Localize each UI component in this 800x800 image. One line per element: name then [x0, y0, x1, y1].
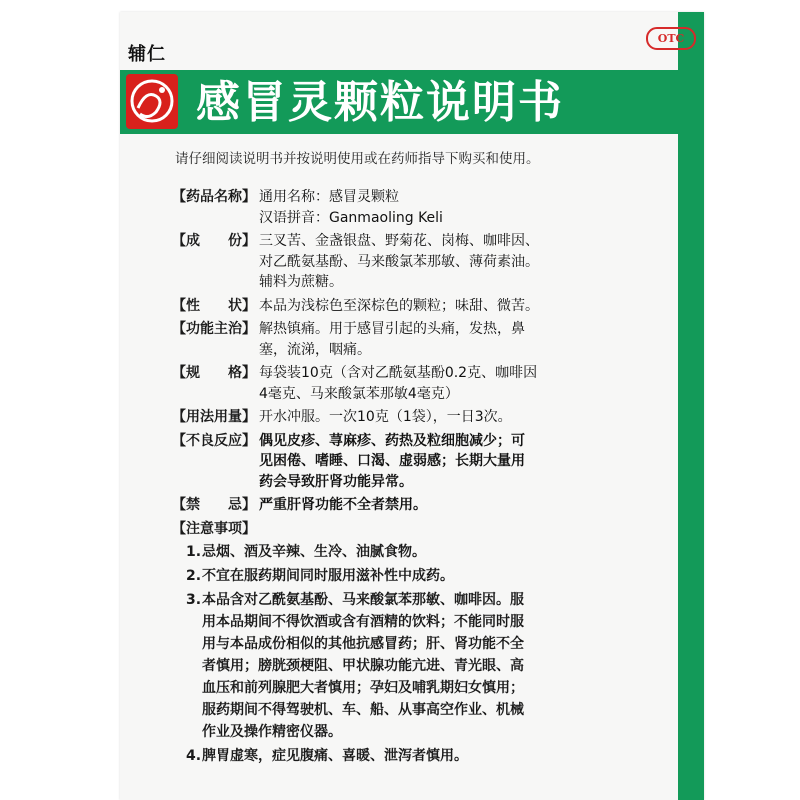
section-label: 【用法用量】	[172, 409, 256, 425]
notes-heading: 【注意事项】	[172, 520, 256, 537]
section-row	[172, 319, 592, 360]
brand-seal-icon	[126, 74, 178, 129]
section-line: 对乙酰氨基酚、马来酸氯苯那敏、薄荷素油。	[259, 253, 539, 270]
section-content	[259, 319, 592, 360]
section-line: 药会导致肝肾功能异常。	[259, 473, 413, 490]
note-item	[186, 589, 592, 743]
brand-seal-icon-graphic	[126, 74, 178, 129]
section-line: 塞，流涕，咽痛。	[259, 341, 371, 358]
note-text	[202, 589, 592, 743]
note-line: 用与本品成份相似的其他抗感冒药；肝、肾功能不全	[202, 636, 524, 652]
note-line: 者慎用；膀胱颈梗阻、甲状腺功能亢进、青光眼、高	[202, 658, 524, 674]
brand-name: 辅仁	[128, 44, 166, 65]
section-content	[259, 296, 592, 317]
section-line: 4毫克、马来酸氯苯那敏4毫克）	[259, 385, 459, 402]
section-content	[259, 431, 592, 493]
section-content	[259, 407, 592, 428]
note-number: 1.	[186, 544, 202, 560]
section-content	[259, 363, 592, 404]
note-number: 3.	[186, 592, 202, 608]
instruction-sections	[172, 187, 592, 769]
section-label: 【成 份】	[172, 233, 256, 249]
section-line: 辅料为蔗糖。	[259, 274, 343, 290]
section-content	[259, 187, 592, 228]
note-line: 脾胃虚寒，症见腹痛、喜暖、泄泻者慎用。	[202, 748, 468, 764]
note-line: 用本品期间不得饮酒或含有酒精的饮料；不能同时服	[202, 614, 524, 630]
section-label: 【性 状】	[172, 297, 256, 314]
intro-text: 请仔细阅读说明书并按说明使用或在药师指导下购买和使用。	[175, 151, 540, 167]
section-line: 汉语拼音：Ganmaoling Keli	[259, 209, 443, 226]
section-label: 【不良反应】	[172, 432, 256, 449]
section-line: 严重肝肾功能不全者禁用。	[259, 497, 427, 513]
note-item	[186, 541, 592, 563]
section-row	[172, 231, 592, 293]
section-label: 【禁 忌】	[172, 497, 256, 513]
section-line: 开水冲服。一次10克（1袋），一日3次。	[259, 409, 512, 425]
note-item	[186, 745, 592, 767]
otc-badge: OTC	[646, 27, 696, 50]
section-label: 【规 格】	[172, 365, 256, 381]
note-text	[202, 541, 592, 563]
note-line: 血压和前列腺肥大者慎用；孕妇及哺乳期妇女慎用；	[202, 680, 524, 696]
section-line: 解热镇痛。用于感冒引起的头痛，发热，鼻	[259, 321, 525, 337]
note-text	[202, 745, 592, 767]
section-content	[259, 231, 592, 293]
note-line: 本品含对乙酰氨基酚、马来酸氯苯那敏、咖啡因。服	[202, 592, 524, 608]
section-line: 偶见皮疹、荨麻疹、药热及粒细胞减少；可	[259, 432, 525, 449]
note-line: 忌烟、酒及辛辣、生冷、油腻食物。	[202, 544, 426, 560]
section-line: 本品为浅棕色至深棕色的颗粒；味甜、微苦。	[259, 297, 539, 314]
note-line: 服药期间不得驾驶机、车、船、从事高空作业、机械	[202, 702, 524, 718]
section-row	[172, 407, 592, 428]
section-line: 见困倦、嗜睡、口渴、虚弱感；长期大量用	[259, 453, 525, 469]
section-row	[172, 187, 592, 228]
note-line: 作业及操作精密仪器。	[202, 724, 342, 740]
section-label: 【药品名称】	[172, 189, 256, 205]
note-number: 2.	[186, 568, 202, 584]
notes-list	[186, 541, 592, 767]
section-line: 通用名称：感冒灵颗粒	[259, 189, 399, 205]
section-content	[259, 495, 592, 516]
section-label: 【功能主治】	[172, 321, 256, 337]
section-row	[172, 495, 592, 516]
section-row	[172, 296, 592, 317]
section-line: 三叉苦、金盏银盘、野菊花、岗梅、咖啡因、	[259, 233, 539, 249]
page-title: 感冒灵颗粒说明书	[196, 77, 564, 128]
section-line: 每袋装10克（含对乙酰氨基酚0.2克、咖啡因	[259, 365, 538, 381]
section-row	[172, 431, 592, 493]
note-line: 不宜在服药期间同时服用滋补性中成药。	[202, 568, 454, 584]
note-text	[202, 565, 592, 587]
note-number: 4.	[186, 748, 202, 764]
section-row	[172, 363, 592, 404]
note-item	[186, 565, 592, 587]
